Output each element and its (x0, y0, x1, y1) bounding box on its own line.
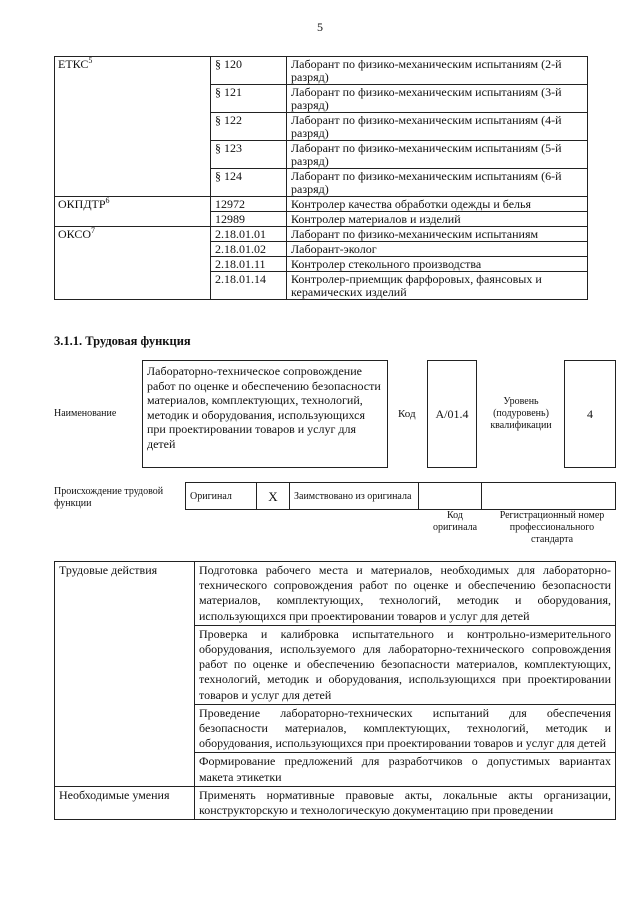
title-cell: Контролер качества обработки одежды и белья (287, 197, 588, 212)
original-mark: X (257, 483, 290, 510)
group-etks: ЕТКС$^5$ (55, 57, 211, 197)
title-cell: Контролер материалов и изделий (287, 212, 588, 227)
origin-label: Происхождение трудовой функции (54, 486, 164, 509)
borrowed-cell: Заимствовано из оригинала (290, 483, 419, 510)
code-cell: 12972 (211, 197, 287, 212)
title-cell: Лаборант по физико-механическим испытаниям (5-й разряд) (287, 141, 588, 169)
section-heading: 3.1.1. Трудовая функция (54, 334, 191, 348)
skill-item: Применять нормативные правовые акты, локальные акты организации, конструкторскую и технологическую документацию при проведении (195, 786, 616, 819)
action-item: Проведение лабораторно-технических испытаний для обеспечения безопасности материалов, комплектующих, технологий, методик и оборудования, использующихся при проектировании товаров и услуг для детей (195, 704, 616, 753)
code-cell: § 122 (211, 113, 287, 141)
action-item: Подготовка рабочего места и материалов, необходимых для лабораторно-технического сопровождения работ по оценке и обеспечению безопасности материалов, комплектующих, технологий, методик и оборудования, использующихся при проектировании товаров и услуг для детей (195, 562, 616, 626)
code-cell: § 121 (211, 85, 287, 113)
group-okpdtr: ОКПДТР$^6$ (55, 197, 211, 227)
page-number: 5 (317, 20, 323, 34)
action-item: Проверка и калибровка испытательного и контрольно-измерительного оборудования, используемого для лабораторно-технического сопровождения работ по оценке и обеспечению безопасности материалов, комплектующих, технологий, методик и оборудования, использующихся при проектировании товаров и услуг для детей (195, 625, 616, 704)
code-cell: § 123 (211, 141, 287, 169)
title-cell: Лаборант по физико-механическим испытаниям (3-й разряд) (287, 85, 588, 113)
code-label: Код (398, 408, 416, 420)
function-code-box: А/01.4 (427, 360, 477, 468)
table-row (55, 562, 616, 626)
title-cell: Контролер стекольного производства (287, 257, 588, 272)
action-item: Формирование предложений для разработчиков о допустимых вариантах макета этикетки (195, 753, 616, 786)
title-cell: Лаборант по физико-механическим испытаниям (4-й разряд) (287, 113, 588, 141)
title-cell: Лаборант по физико-механическим испытаниям (2-й разряд) (287, 57, 588, 85)
title-cell: Лаборант по физико-механическим испытаниям (287, 227, 588, 242)
group-okso: ОКСО$^7$ (55, 227, 211, 300)
name-label: Наименование (54, 408, 117, 419)
code-caption: Код оригинала (432, 510, 478, 533)
labor-actions-table (54, 561, 616, 820)
code-cell: § 120 (211, 57, 287, 85)
skills-label: Необходимые умения (55, 786, 195, 819)
table-row (55, 786, 616, 819)
code-cell: § 124 (211, 169, 287, 197)
title-cell: Контролер-приемщик фарфоровых, фаянсовых и керамических изделий (287, 272, 588, 300)
code-cell: 12989 (211, 212, 287, 227)
code-cell: 2.18.01.02 (211, 242, 287, 257)
code-cell: 2.18.01.11 (211, 257, 287, 272)
actions-label: Трудовые действия (55, 562, 195, 787)
level-label: Уровень (подуровень) квалификации (490, 396, 552, 431)
level-box: 4 (564, 360, 616, 468)
function-name-box: Лабораторно-техническое сопровождение работ по оценке и обеспечению безопасности материалов, комплектующих, технологий, методик и оборудования, использующихся при проектировании товаров и услуг для детей (142, 360, 388, 468)
title-cell: Лаборант по физико-механическим испытаниям (6-й разряд) (287, 169, 588, 197)
original-cell: Оригинал (186, 483, 257, 510)
code-cell: 2.18.01.14 (211, 272, 287, 300)
title-cell: Лаборант-эколог (287, 242, 588, 257)
code-cell: 2.18.01.01 (211, 227, 287, 242)
reg-caption: Регистрационный номер профессионального стандарта (499, 510, 605, 545)
